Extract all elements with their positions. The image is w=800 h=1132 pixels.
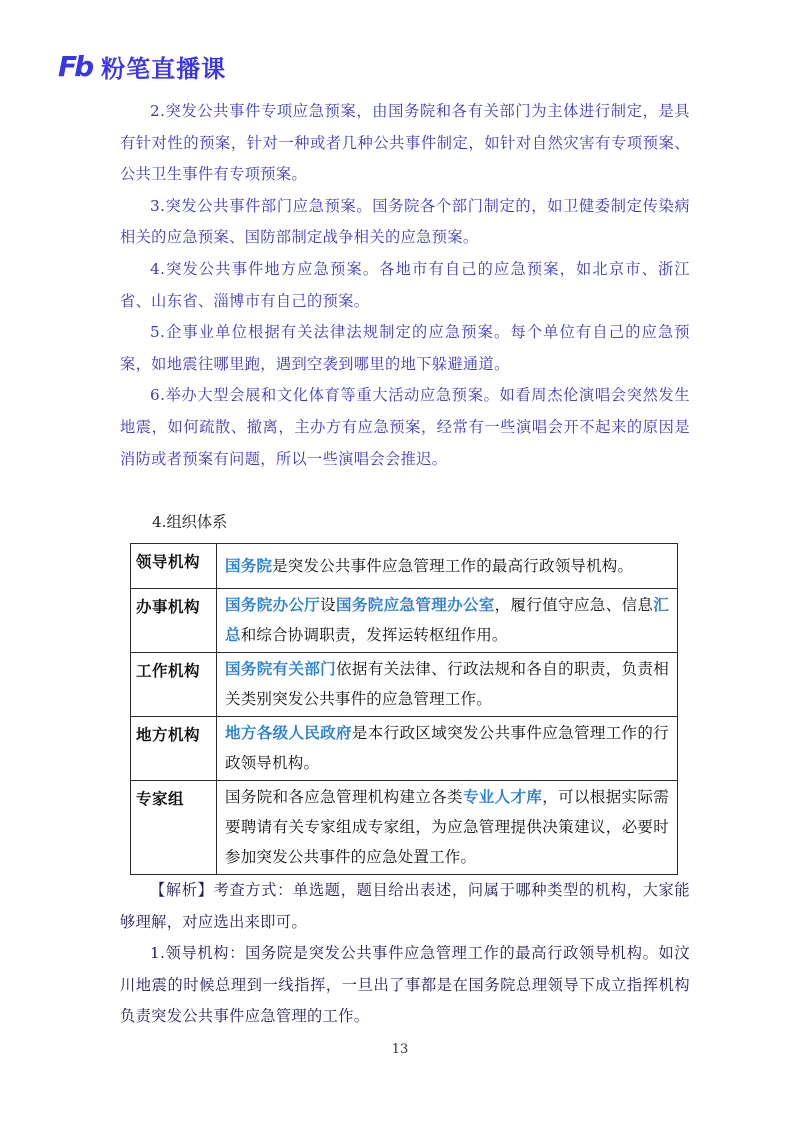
table-row [131, 589, 678, 653]
logo-mark: Fb [58, 49, 92, 83]
highlight: 专业人才库 [462, 788, 543, 806]
row-description [217, 589, 678, 653]
paragraph: 2.突发公共事件专项应急预案，由国务院和各有关部门为主体进行制定，是具有针对性的预案，针对一种或者几种公共事件制定，如针对自然灾害有专项预案、公共卫生事件有专项预案。 [120, 102, 690, 184]
row-label: 工作机构 [131, 653, 217, 717]
paragraph: 4.突发公共事件地方应急预案。各地市有自己的应急预案，如北京市、浙江省、山东省、淄博市有自己的预案。 [120, 259, 690, 310]
analysis-section [120, 875, 690, 1033]
table-row [131, 653, 678, 717]
highlight: 国务院应急管理办公室 [336, 596, 495, 614]
paragraph: 3.突发公共事件部门应急预案。国务院各个部门制定的，如卫健委制定传染病相关的应急预案、国防部制定战争相关的应急预案。 [120, 196, 690, 247]
desc-text: 和综合协调职责，发挥运转枢纽作用。 [240, 626, 508, 644]
desc-text: 设 [320, 596, 337, 614]
highlight: 国务院 [225, 557, 273, 575]
desc-text: ，可以根据实际需要聘请有关专家组成专家组，为应急管理提供决策建议，必要时参加突发公共事件的应急处置工作。 [225, 788, 669, 866]
brand-name: 粉笔直播课 [101, 54, 227, 83]
row-description [217, 717, 678, 781]
row-label: 领导机构 [131, 544, 217, 589]
paragraph: 6.举办大型会展和文化体育等重大活动应急预案。如看周杰伦演唱会突然发生地震，如何疏散、撤离，主办方有应急预案，经常有一些演唱会开不起来的原因是消防或者预案有问题，所以一些演唱会会推迟。 [120, 386, 690, 468]
blue-paragraphs [120, 96, 690, 475]
page-number: 13 [391, 1042, 409, 1057]
row-label: 办事机构 [131, 589, 217, 653]
table-row [131, 544, 678, 589]
row-label: 专家组 [131, 781, 217, 875]
row-description [217, 653, 678, 717]
row-description [217, 781, 678, 875]
table-row [131, 717, 678, 781]
paragraph: 5.企事业单位根据有关法律法规制定的应急预案。每个单位有自己的应急预案，如地震往哪里跑，遇到空袭到哪里的地下躲避通道。 [120, 323, 690, 373]
desc-text: 是突发公共事件应急管理工作的最高行政领导机构。 [272, 557, 634, 575]
paragraph: 【解析】考查方式：单选题，题目给出表述，问属于哪种类型的机构，大家能够理解，对应选出来即可。 [120, 881, 690, 931]
paragraph: 1.领导机构：国务院是突发公共事件应急管理工作的最高行政领导机构。如汶川地震的时候总理到一线指挥，一旦出了事都是在国务院总理领导下成立指挥机构负责突发公共事件应急管理的工作。 [120, 944, 690, 1026]
desc-text: 依据有关法律、行政法规和各自的职责，负责相关类别突发公共事件的应急管理工作。 [225, 660, 670, 708]
row-description [217, 544, 678, 589]
organization-table [130, 543, 678, 875]
highlight: 国务院办公厅 [225, 596, 321, 614]
section-heading: 4.组织体系 [152, 513, 228, 531]
table-row [131, 781, 678, 875]
desc-text: 国务院和各应急管理机构建立各类 [225, 788, 463, 806]
highlight: 汇总 [225, 596, 669, 644]
desc-text: 是本行政区域突发公共事件应急管理工作的行政领导机构。 [225, 724, 669, 772]
highlight: 国务院有关部门 [225, 660, 337, 678]
highlight: 地方各级人民政府 [225, 724, 352, 742]
desc-text: ，履行值守应急、信息 [494, 596, 654, 614]
row-label: 地方机构 [131, 717, 217, 781]
logo [58, 50, 226, 82]
